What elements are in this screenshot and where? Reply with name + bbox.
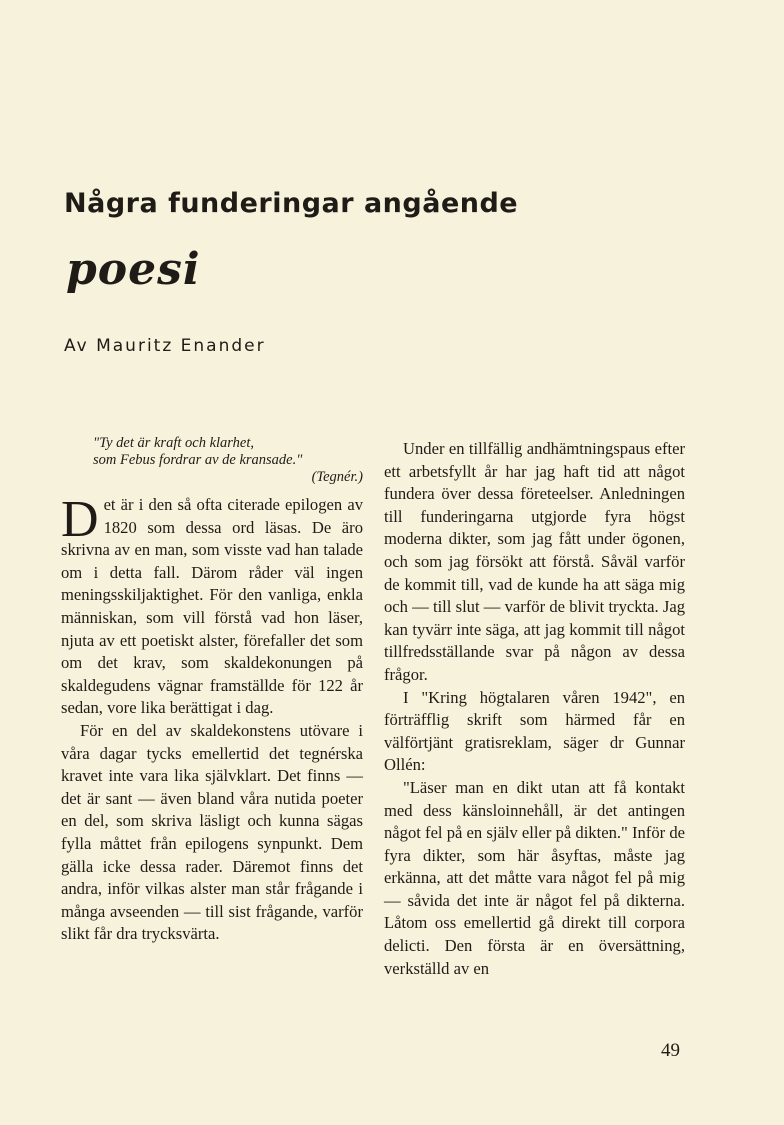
article-subtitle: poesi: [66, 244, 201, 295]
byline: Av Mauritz Enander: [64, 336, 266, 356]
drop-cap: D: [61, 491, 99, 548]
article-title: Några funderingar angående: [64, 188, 519, 219]
epigraph-line-2: som Febus fordrar av de kransade.": [93, 452, 303, 468]
epigraph-attribution: (Tegnér.): [311, 469, 363, 485]
epigraph: [93, 435, 363, 486]
right-column: [384, 438, 685, 980]
epigraph-line-1: "Ty det är kraft och klarhet,: [93, 435, 255, 451]
left-paragraph-1: [61, 491, 363, 720]
left-paragraph-1-text: et är i den så ofta citerade epilogen av 1820 som dessa ord läsas. De äro skrivna av en man, som visste vad han talade om i detta fall. Därom råder väl ingen meningsskiljaktighet. För den vanliga, enkla människan, som vill förstå vad hon läser, njuta av ett poetiskt alster, förefaller det som om det krav, som skaldekonungen på skaldegudens vägnar framställde för 122 år sedan, vore lika berättigat i dag.: [61, 495, 363, 718]
left-paragraph-2: För en del av skaldekonstens utövare i våra dagar tycks emellertid det tegnérska kravet inte vara lika självklart. Det finns — det är sant — även bland våra nutida poeter en del, som skriva läsligt och kunna sägas fylla måttet från epilogens synpunkt. Dem gälla icke dessa rader. Däremot finns det andra, inför vilkas alster man står frågande i många avseenden — till sist frågande, varför slikt får dra trycksvärta.: [61, 720, 363, 944]
left-column: [61, 435, 363, 946]
page-number: 49: [661, 1040, 680, 1061]
right-paragraph-3: "Läser man en dikt utan att få kontakt med dess känsloinnehåll, är det antingen något fel på en själv eller på dikten." Inför de fyra dikter, som här åsyftas, måste jag erkänna, att det måtte vara något fel på mig — såvida det inte är något fel på dikterna. Låtom oss emellertid gå direkt till corpora delicti. Den första är en översättning, verkställd av en: [384, 777, 685, 978]
right-paragraph-1: Under en tillfällig andhämtningspaus efter ett arbetsfyllt år har jag haft tid att något fundera över dessa företeelser. Anledningen till funderingarna utgjorde fyra högst moderna dikter, som jag fått under ögonen, och som jag försökt att förstå. Såväl varför de kommit till, vad de kunde ha att säga mig och — till slut — varför de blivit tryckta. Jag kan tyvärr inte säga, att jag kommit till något tillfredsställande svar på någon av dessa frågor.: [384, 439, 685, 684]
right-paragraph-2: I "Kring högtalaren våren 1942", en förträfflig skrift som härmed får en välförtjänt gratisreklam, säger dr Gunnar Ollén:: [384, 687, 685, 775]
